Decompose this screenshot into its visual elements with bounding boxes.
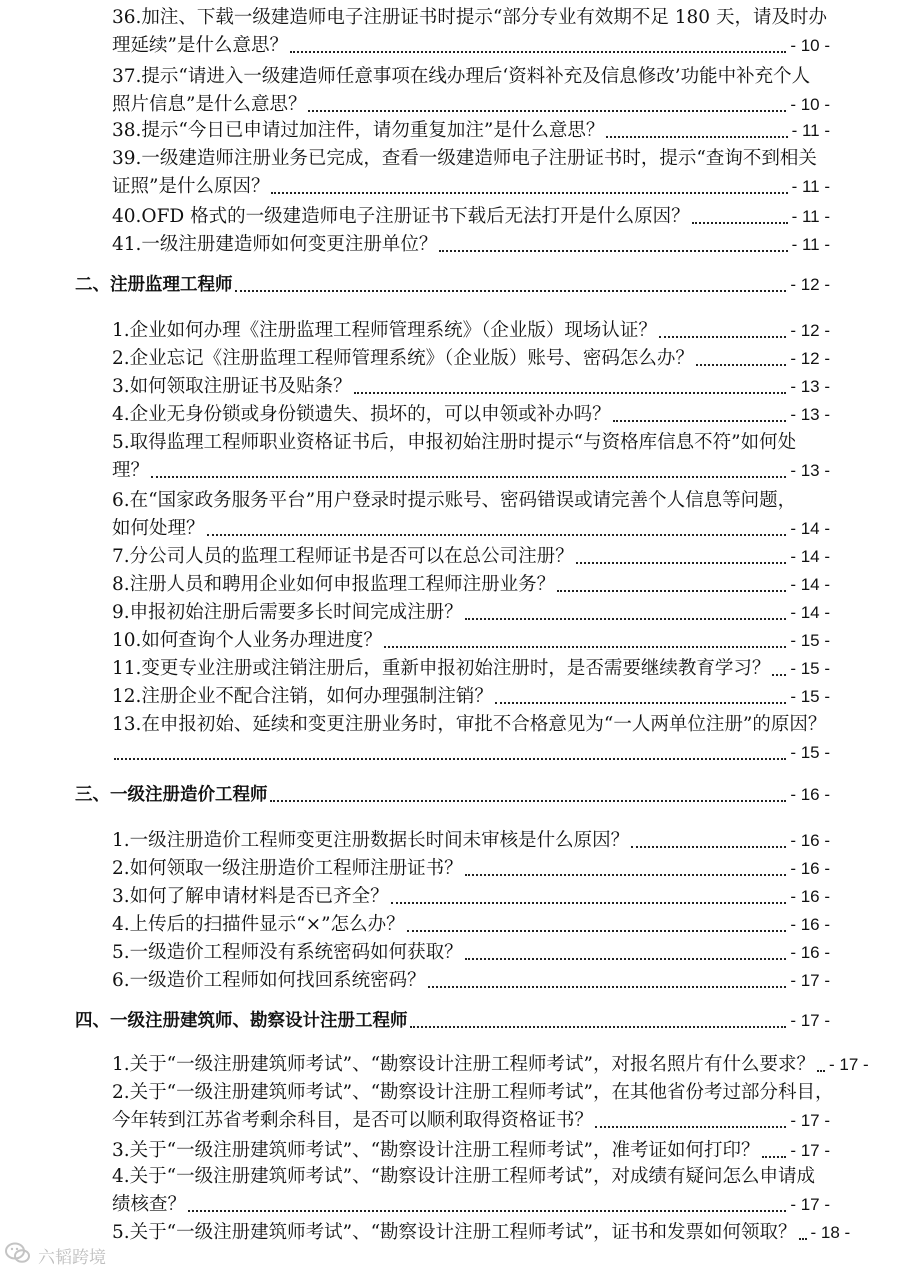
toc-entry[interactable] — [112, 711, 830, 767]
toc-entry-text: 3.关于“一级注册建筑师考试”、“勘察设计注册工程师考试”，准考证如何打印？ — [112, 1140, 760, 1161]
toc-entry[interactable] — [112, 203, 830, 231]
page-number: - 16 - — [790, 831, 830, 850]
toc-entry-text: 9.申报初始注册后需要多长时间完成注册？ — [112, 602, 463, 623]
dot-leader — [799, 1237, 807, 1240]
page-number: - 12 - — [790, 275, 830, 294]
dot-leader — [428, 985, 787, 988]
toc-entry-text: 三、一级注册造价工程师 — [75, 785, 268, 805]
dot-leader — [410, 1025, 787, 1028]
toc-entry-text: 2.如何领取一级注册造价工程师注册证书？ — [112, 858, 463, 879]
dot-leader — [354, 391, 787, 394]
dot-leader — [495, 701, 786, 704]
toc-entry-text: 12.注册企业不配合注销，如何办理强制注销？ — [112, 686, 493, 707]
dot-leader — [613, 419, 787, 422]
toc-entry[interactable] — [112, 1137, 830, 1165]
page-number: - 15 - — [790, 659, 830, 678]
toc-entry-text: 40.OFD 格式的一级建造师电子注册证书下载后无法打开是什么原因？ — [112, 206, 690, 227]
toc-entry[interactable] — [112, 655, 830, 683]
toc-entry-text: 绩核查？ — [112, 1194, 187, 1215]
dot-leader — [576, 561, 787, 564]
toc-entry[interactable] — [112, 967, 830, 995]
toc-entry[interactable] — [112, 231, 830, 259]
toc-entry-text: 13.在申报初始、延续和变更注册业务时，审批不合格意见为“一人两单位注册”的原因？ — [112, 714, 827, 735]
dot-leader — [817, 1069, 825, 1072]
dot-leader — [595, 1125, 786, 1128]
dot-leader — [772, 673, 786, 676]
toc-entry-text: 5.一级造价工程师没有系统密码如何获取？ — [112, 942, 463, 963]
toc-entry[interactable] — [112, 683, 830, 711]
toc-entry-text: 6.一级造价工程师如何找回系统密码？ — [112, 970, 426, 991]
toc-entry-text: 1.关于“一级注册建筑师考试”、“勘察设计注册工程师考试”，对报名照片有什么要求？ — [112, 1054, 815, 1075]
dot-leader — [188, 1209, 786, 1212]
toc-entry-text: 照片信息”是什么意思？ — [112, 94, 307, 115]
dot-leader — [465, 957, 787, 960]
toc-entry[interactable] — [112, 63, 830, 119]
wechat-logo-icon — [4, 1240, 32, 1271]
page-number: - 17 - — [790, 1111, 830, 1130]
page-number: - 14 - — [790, 519, 830, 538]
dot-leader — [290, 50, 786, 53]
toc-entry[interactable] — [112, 4, 830, 60]
dot-leader — [308, 109, 786, 112]
toc-entry-text: 3.如何了解申请材料是否已齐全？ — [112, 886, 389, 907]
dot-leader — [606, 135, 787, 138]
dot-leader — [762, 1155, 787, 1158]
toc-entry-text: 36.加注、下载一级建造师电子注册证书时提示“部分专业有效期不足 180 天，请及时办 — [112, 7, 827, 28]
toc-entry[interactable] — [112, 911, 830, 939]
page-number: - 15 - — [790, 687, 830, 706]
page-number: - 13 - — [790, 461, 830, 480]
dot-leader — [557, 589, 786, 592]
toc-entry-text: 1.一级注册造价工程师变更注册数据长时间未审核是什么原因？ — [112, 830, 630, 851]
toc-entry-text: 二、注册监理工程师 — [75, 275, 233, 295]
toc-entry-text: 2.企业忘记《注册监理工程师管理系统》（企业版）账号、密码怎么办？ — [112, 348, 694, 369]
page-number: - 17 - — [829, 1055, 869, 1074]
toc-entry-text: 如何处理？ — [112, 518, 205, 539]
toc-entry[interactable] — [112, 883, 830, 911]
toc-entry-text: 1.企业如何办理《注册监理工程师管理系统》（企业版）现场认证？ — [112, 320, 657, 341]
toc-entry-text: 41.一级注册建造师如何变更注册单位？ — [112, 234, 438, 255]
toc-entry-text: 3.如何领取注册证书及贴条？ — [112, 376, 352, 397]
dot-leader — [465, 617, 787, 620]
dot-leader — [692, 221, 788, 224]
dot-leader — [659, 335, 786, 338]
page-number: - 17 - — [790, 1141, 830, 1160]
toc-section-heading[interactable] — [75, 781, 830, 809]
page-number: - 11 - — [791, 177, 830, 196]
page-number: - 15 - — [790, 631, 830, 650]
page-number: - 17 - — [790, 971, 830, 990]
page-number: - 14 - — [790, 575, 830, 594]
page-number: - 16 - — [790, 943, 830, 962]
dot-leader — [207, 533, 787, 536]
toc-entry[interactable] — [112, 401, 830, 429]
toc-entry-text: 理延续”是什么意思？ — [112, 35, 288, 56]
toc-entry[interactable] — [112, 1163, 830, 1219]
page-number: - 18 - — [810, 1223, 851, 1242]
toc-entry-text: 2.关于“一级注册建筑师考试”、“勘察设计注册工程师考试”，在其他省份考过部分科目， — [112, 1082, 834, 1103]
toc-entry-text: 5.关于“一级注册建筑师考试”、“勘察设计注册工程师考试”，证书和发票如何领取？ — [112, 1222, 797, 1243]
page-number: - 16 - — [790, 859, 830, 878]
page-number: - 10 - — [790, 95, 830, 114]
toc-entry[interactable] — [112, 627, 830, 655]
page-number: - 16 - — [790, 915, 830, 934]
toc-entry[interactable] — [112, 373, 830, 401]
dot-leader — [271, 191, 787, 194]
toc-entry[interactable] — [112, 855, 830, 883]
toc-entry-text: 证照”是什么原因？ — [112, 176, 270, 197]
toc-section-heading[interactable] — [75, 1007, 830, 1035]
toc-entry-text: 4.关于“一级注册建筑师考试”、“勘察设计注册工程师考试”，对成绩有疑问怎么申请成 — [112, 1166, 815, 1187]
toc-entry[interactable] — [112, 145, 830, 201]
watermark — [4, 1240, 106, 1271]
toc-entry[interactable] — [112, 1051, 869, 1079]
toc-entry-text: 10.如何查询个人业务办理进度？ — [112, 630, 382, 651]
toc-entry-text: 4.上传后的扫描件显示“×”怎么办？ — [112, 914, 405, 935]
toc-entry-text: 理？ — [112, 460, 150, 481]
toc-entry[interactable] — [112, 1219, 851, 1247]
dot-leader — [384, 645, 786, 648]
toc-entry-text: 38.提示“今日已申请过加注件，请勿重复加注”是什么意思？ — [112, 120, 605, 141]
page-number: - 16 - — [790, 887, 830, 906]
dot-leader — [270, 799, 787, 802]
page-number: - 12 - — [790, 349, 830, 368]
dot-leader — [151, 475, 786, 478]
page-number: - 11 - — [791, 235, 830, 254]
toc-entry[interactable] — [112, 117, 830, 145]
page-number: - 14 - — [790, 547, 830, 566]
toc-entry-text: 8.注册人员和聘用企业如何申报监理工程师注册业务？ — [112, 574, 556, 595]
toc-entry-text: 11.变更专业注册或注销注册后，重新申报初始注册时，是否需要继续教育学习？ — [112, 658, 771, 679]
toc-entry-text: 5.取得监理工程师职业资格证书后，申报初始注册时提示“与资格库信息不符”如何处 — [112, 432, 797, 453]
toc-entry-text: 四、一级注册建筑师、勘察设计注册工程师 — [75, 1011, 408, 1031]
toc-entry-text: 39.一级建造师注册业务已完成，查看一级建造师电子注册证书时，提示“查询不到相关 — [112, 148, 817, 169]
dot-leader — [391, 901, 787, 904]
dot-leader — [407, 929, 787, 932]
page-number: - 10 - — [790, 36, 830, 55]
page-number: - 14 - — [790, 603, 830, 622]
dot-leader — [235, 289, 787, 292]
toc-section-heading[interactable] — [75, 271, 830, 299]
page-number: - 16 - — [790, 785, 830, 804]
toc-entry[interactable] — [112, 429, 830, 485]
watermark-text: 六韬跨境 — [38, 1248, 106, 1268]
page-number: - 17 - — [790, 1195, 830, 1214]
toc-entry-text: 7.分公司人员的监理工程师证书是否可以在总公司注册？ — [112, 546, 574, 567]
page-number: - 13 - — [790, 405, 830, 424]
toc-entry[interactable] — [112, 317, 830, 345]
page-number: - 15 - — [790, 743, 830, 762]
dot-leader — [465, 873, 787, 876]
toc-entry[interactable] — [112, 487, 830, 543]
toc-entry[interactable] — [112, 939, 830, 967]
toc-entry[interactable] — [112, 599, 830, 627]
toc-entry-text: 6.在“国家政务服务平台”用户登录时提示账号、密码错误或请完善个人信息等问题， — [112, 490, 797, 511]
page-number: - 13 - — [790, 377, 830, 396]
page-number: - 12 - — [790, 321, 830, 340]
toc-entry[interactable] — [112, 345, 830, 373]
toc-entry-text: 今年转到江苏省考剩余科目，是否可以顺利取得资格证书？ — [112, 1110, 594, 1131]
toc-entry[interactable] — [112, 571, 830, 599]
dot-leader — [696, 363, 786, 366]
toc-entry-text: 37.提示“请进入一级建造师任意事项在线办理后‘资料补充及信息修改’功能中补充个人 — [112, 66, 811, 87]
toc-entry-text: 4.企业无身份锁或身份锁遗失、损坏的，可以申领或补办吗？ — [112, 404, 611, 425]
page-number: - 11 - — [791, 121, 830, 140]
toc-entry[interactable] — [112, 543, 830, 571]
page-number: - 11 - — [791, 207, 830, 226]
dot-leader — [114, 757, 786, 760]
toc-entry[interactable] — [112, 1079, 834, 1135]
toc-entry[interactable] — [112, 827, 830, 855]
dot-leader — [631, 845, 786, 848]
dot-leader — [439, 249, 787, 252]
page-number: - 17 - — [790, 1011, 830, 1030]
